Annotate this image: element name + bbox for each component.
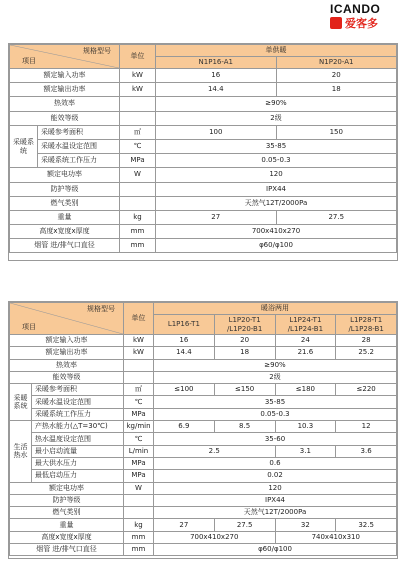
table-row bbox=[10, 168, 397, 182]
table-row bbox=[10, 544, 397, 556]
value-cell: 700x410x270 bbox=[154, 531, 276, 543]
table-row bbox=[10, 519, 397, 531]
table-row bbox=[10, 482, 397, 494]
corner-bottom-label: 项目 bbox=[22, 323, 36, 331]
row-unit bbox=[120, 97, 156, 111]
value-cell: 6.9 bbox=[154, 421, 215, 433]
row-label: 燃气类别 bbox=[10, 507, 124, 519]
row-unit: W bbox=[124, 482, 154, 494]
group-header: 单供暖 bbox=[156, 45, 397, 57]
value-cell: 3.6 bbox=[336, 445, 397, 457]
model-header: L1P20-T1 /L1P20-B1 bbox=[214, 315, 275, 335]
value-cell: 27.5 bbox=[214, 519, 275, 531]
table-row bbox=[10, 239, 397, 253]
value-cell: 32 bbox=[275, 519, 336, 531]
value-cell: 27 bbox=[154, 519, 215, 531]
table-row bbox=[10, 347, 397, 359]
row-label: 烟管 进/排气口直径 bbox=[10, 239, 120, 253]
value-cell: 100 bbox=[156, 125, 277, 139]
table-row bbox=[10, 125, 397, 139]
row-unit: mm bbox=[124, 531, 154, 543]
unit-header: 单位 bbox=[120, 45, 156, 69]
value-cell: 740x410x310 bbox=[275, 531, 397, 543]
row-label: 热效率 bbox=[10, 97, 120, 111]
row-unit: mm bbox=[120, 239, 156, 253]
logo-mark-icon bbox=[330, 17, 342, 29]
row-label: 采暖参考面积 bbox=[32, 384, 124, 396]
value-cell: ≤180 bbox=[275, 384, 336, 396]
table-row bbox=[10, 97, 397, 111]
row-label: 烟管 进/排气口直径 bbox=[10, 544, 124, 556]
row-unit: W bbox=[120, 168, 156, 182]
logo-brand-cn: 爱客多 bbox=[345, 17, 378, 30]
table-row bbox=[10, 433, 397, 445]
model-header: L1P16-T1 bbox=[154, 315, 215, 335]
value-cell: ≥90% bbox=[154, 359, 397, 371]
value-cell: 150 bbox=[276, 125, 397, 139]
row-unit: kg/min bbox=[124, 421, 154, 433]
row-label: 能效等级 bbox=[10, 111, 120, 125]
table-row bbox=[10, 470, 397, 482]
row-label: 采暖水温设定范围 bbox=[38, 139, 120, 153]
row-unit: ℃ bbox=[120, 139, 156, 153]
value-cell: 0.05-0.3 bbox=[156, 154, 397, 168]
corner-top-label: 规格型号 bbox=[87, 305, 115, 313]
row-label: 产热水能力(△T=30℃) bbox=[32, 421, 124, 433]
value-cell: 2级 bbox=[154, 371, 397, 383]
value-cell: 21.6 bbox=[275, 347, 336, 359]
value-cell: 24 bbox=[275, 335, 336, 347]
table-row bbox=[10, 494, 397, 506]
row-unit: kg bbox=[124, 519, 154, 531]
table-row bbox=[10, 69, 397, 83]
row-label: 重量 bbox=[10, 519, 124, 531]
row-unit: MPa bbox=[120, 154, 156, 168]
row-unit: MPa bbox=[124, 457, 154, 469]
value-cell: 16 bbox=[156, 69, 277, 83]
value-cell: 27 bbox=[156, 210, 277, 224]
row-label: 最大供水压力 bbox=[32, 457, 124, 469]
spec-table-combi bbox=[8, 301, 398, 559]
row-group-label: 采暖系统 bbox=[10, 125, 38, 168]
model-header: N1P16-A1 bbox=[156, 57, 277, 69]
value-cell: 3.1 bbox=[275, 445, 336, 457]
table-row bbox=[10, 182, 397, 196]
row-unit bbox=[124, 371, 154, 383]
row-unit: mm bbox=[120, 225, 156, 239]
row-label: 额定电功率 bbox=[10, 168, 120, 182]
value-cell: ≤150 bbox=[214, 384, 275, 396]
value-cell: 天然气12T/2000Pa bbox=[156, 196, 397, 210]
row-unit: MPa bbox=[124, 470, 154, 482]
value-cell: 12 bbox=[336, 421, 397, 433]
row-label: 最小启动流量 bbox=[32, 445, 124, 457]
value-cell: 32.5 bbox=[336, 519, 397, 531]
row-unit: MPa bbox=[124, 408, 154, 420]
row-unit: mm bbox=[124, 544, 154, 556]
value-cell: 0.02 bbox=[154, 470, 397, 482]
row-unit bbox=[124, 494, 154, 506]
brand-logo bbox=[326, 2, 398, 30]
row-unit: kW bbox=[124, 347, 154, 359]
row-unit bbox=[124, 359, 154, 371]
table-row bbox=[10, 507, 397, 519]
row-label: 采暖水温设定范围 bbox=[32, 396, 124, 408]
value-cell: 20 bbox=[214, 335, 275, 347]
model-header: L1P24-T1 /L1P24-B1 bbox=[275, 315, 336, 335]
row-label: 燃气类别 bbox=[10, 196, 120, 210]
table-row bbox=[10, 408, 397, 420]
value-cell: 35-60 bbox=[154, 433, 397, 445]
model-header: N1P20-A1 bbox=[276, 57, 397, 69]
table-row bbox=[10, 531, 397, 543]
value-cell: IPX44 bbox=[156, 182, 397, 196]
row-unit: kW bbox=[120, 83, 156, 97]
table-row bbox=[10, 371, 397, 383]
row-unit bbox=[120, 182, 156, 196]
row-label: 热效率 bbox=[10, 359, 124, 371]
table-row bbox=[10, 210, 397, 224]
value-cell: ≤100 bbox=[154, 384, 215, 396]
row-unit: ㎡ bbox=[120, 125, 156, 139]
row-unit: kW bbox=[124, 335, 154, 347]
table-row bbox=[10, 359, 397, 371]
value-cell: 25.2 bbox=[336, 347, 397, 359]
group-header: 暖浴两用 bbox=[154, 303, 397, 315]
row-label: 额定输出功率 bbox=[10, 347, 124, 359]
row-unit: ℃ bbox=[124, 396, 154, 408]
table-row bbox=[10, 384, 397, 396]
spec-table-heating-only bbox=[8, 43, 398, 261]
value-cell: 8.5 bbox=[214, 421, 275, 433]
table-row bbox=[10, 196, 397, 210]
row-unit bbox=[120, 196, 156, 210]
table-row bbox=[10, 225, 397, 239]
table-row bbox=[10, 421, 397, 433]
value-cell: 28 bbox=[336, 335, 397, 347]
row-unit bbox=[120, 111, 156, 125]
value-cell: ≥90% bbox=[156, 97, 397, 111]
value-cell: 14.4 bbox=[154, 347, 215, 359]
row-group-label: 生活热水 bbox=[10, 421, 32, 482]
row-unit: ℃ bbox=[124, 433, 154, 445]
table-row bbox=[10, 83, 397, 97]
row-label: 额定输入功率 bbox=[10, 69, 120, 83]
value-cell: ≤220 bbox=[336, 384, 397, 396]
value-cell: φ60/φ100 bbox=[154, 544, 397, 556]
value-cell: IPX44 bbox=[154, 494, 397, 506]
header-corner bbox=[10, 45, 120, 69]
row-label: 采暖参考面积 bbox=[38, 125, 120, 139]
row-label: 最低启动压力 bbox=[32, 470, 124, 482]
spec-table bbox=[9, 302, 397, 556]
row-label: 额定输出功率 bbox=[10, 83, 120, 97]
value-cell: φ60/φ100 bbox=[156, 239, 397, 253]
table-row bbox=[10, 139, 397, 153]
value-cell: 18 bbox=[214, 347, 275, 359]
spec-table bbox=[9, 44, 397, 253]
row-label: 能效等级 bbox=[10, 371, 124, 383]
row-label: 额定电功率 bbox=[10, 482, 124, 494]
value-cell: 18 bbox=[276, 83, 397, 97]
row-label: 防护等级 bbox=[10, 182, 120, 196]
value-cell: 120 bbox=[154, 482, 397, 494]
row-label: 采暖系统工作压力 bbox=[38, 154, 120, 168]
row-unit: L/min bbox=[124, 445, 154, 457]
row-label: 热水温度设定范围 bbox=[32, 433, 124, 445]
row-label: 高度x宽度x厚度 bbox=[10, 225, 120, 239]
row-unit bbox=[124, 507, 154, 519]
value-cell: 天然气12T/2000Pa bbox=[154, 507, 397, 519]
row-unit: kW bbox=[120, 69, 156, 83]
row-label: 高度x宽度x厚度 bbox=[10, 531, 124, 543]
value-cell: 20 bbox=[276, 69, 397, 83]
value-cell: 16 bbox=[154, 335, 215, 347]
corner-top-label: 规格型号 bbox=[83, 47, 111, 55]
unit-header: 单位 bbox=[124, 303, 154, 335]
value-cell: 700x410x270 bbox=[156, 225, 397, 239]
row-unit: ㎡ bbox=[124, 384, 154, 396]
row-unit: kg bbox=[120, 210, 156, 224]
corner-bottom-label: 项目 bbox=[22, 57, 36, 65]
value-cell: 120 bbox=[156, 168, 397, 182]
value-cell: 14.4 bbox=[156, 83, 277, 97]
value-cell: 0.6 bbox=[154, 457, 397, 469]
row-label: 防护等级 bbox=[10, 494, 124, 506]
value-cell: 27.5 bbox=[276, 210, 397, 224]
value-cell: 0.05-0.3 bbox=[154, 408, 397, 420]
table-row bbox=[10, 396, 397, 408]
row-group-label: 采暖系统 bbox=[10, 384, 32, 421]
table-row bbox=[10, 111, 397, 125]
table-row bbox=[10, 154, 397, 168]
row-label: 重量 bbox=[10, 210, 120, 224]
model-header: L1P28-T1 /L1P28-B1 bbox=[336, 315, 397, 335]
table-row bbox=[10, 445, 397, 457]
row-label: 采暖系统工作压力 bbox=[32, 408, 124, 420]
value-cell: 35-85 bbox=[156, 139, 397, 153]
header-corner bbox=[10, 303, 124, 335]
table-row bbox=[10, 457, 397, 469]
table-row bbox=[10, 335, 397, 347]
value-cell: 35-85 bbox=[154, 396, 397, 408]
value-cell: 10.3 bbox=[275, 421, 336, 433]
value-cell: 2级 bbox=[156, 111, 397, 125]
row-label: 额定输入功率 bbox=[10, 335, 124, 347]
logo-brand-text: ICANDO bbox=[330, 2, 381, 16]
value-cell: 2.5 bbox=[154, 445, 276, 457]
